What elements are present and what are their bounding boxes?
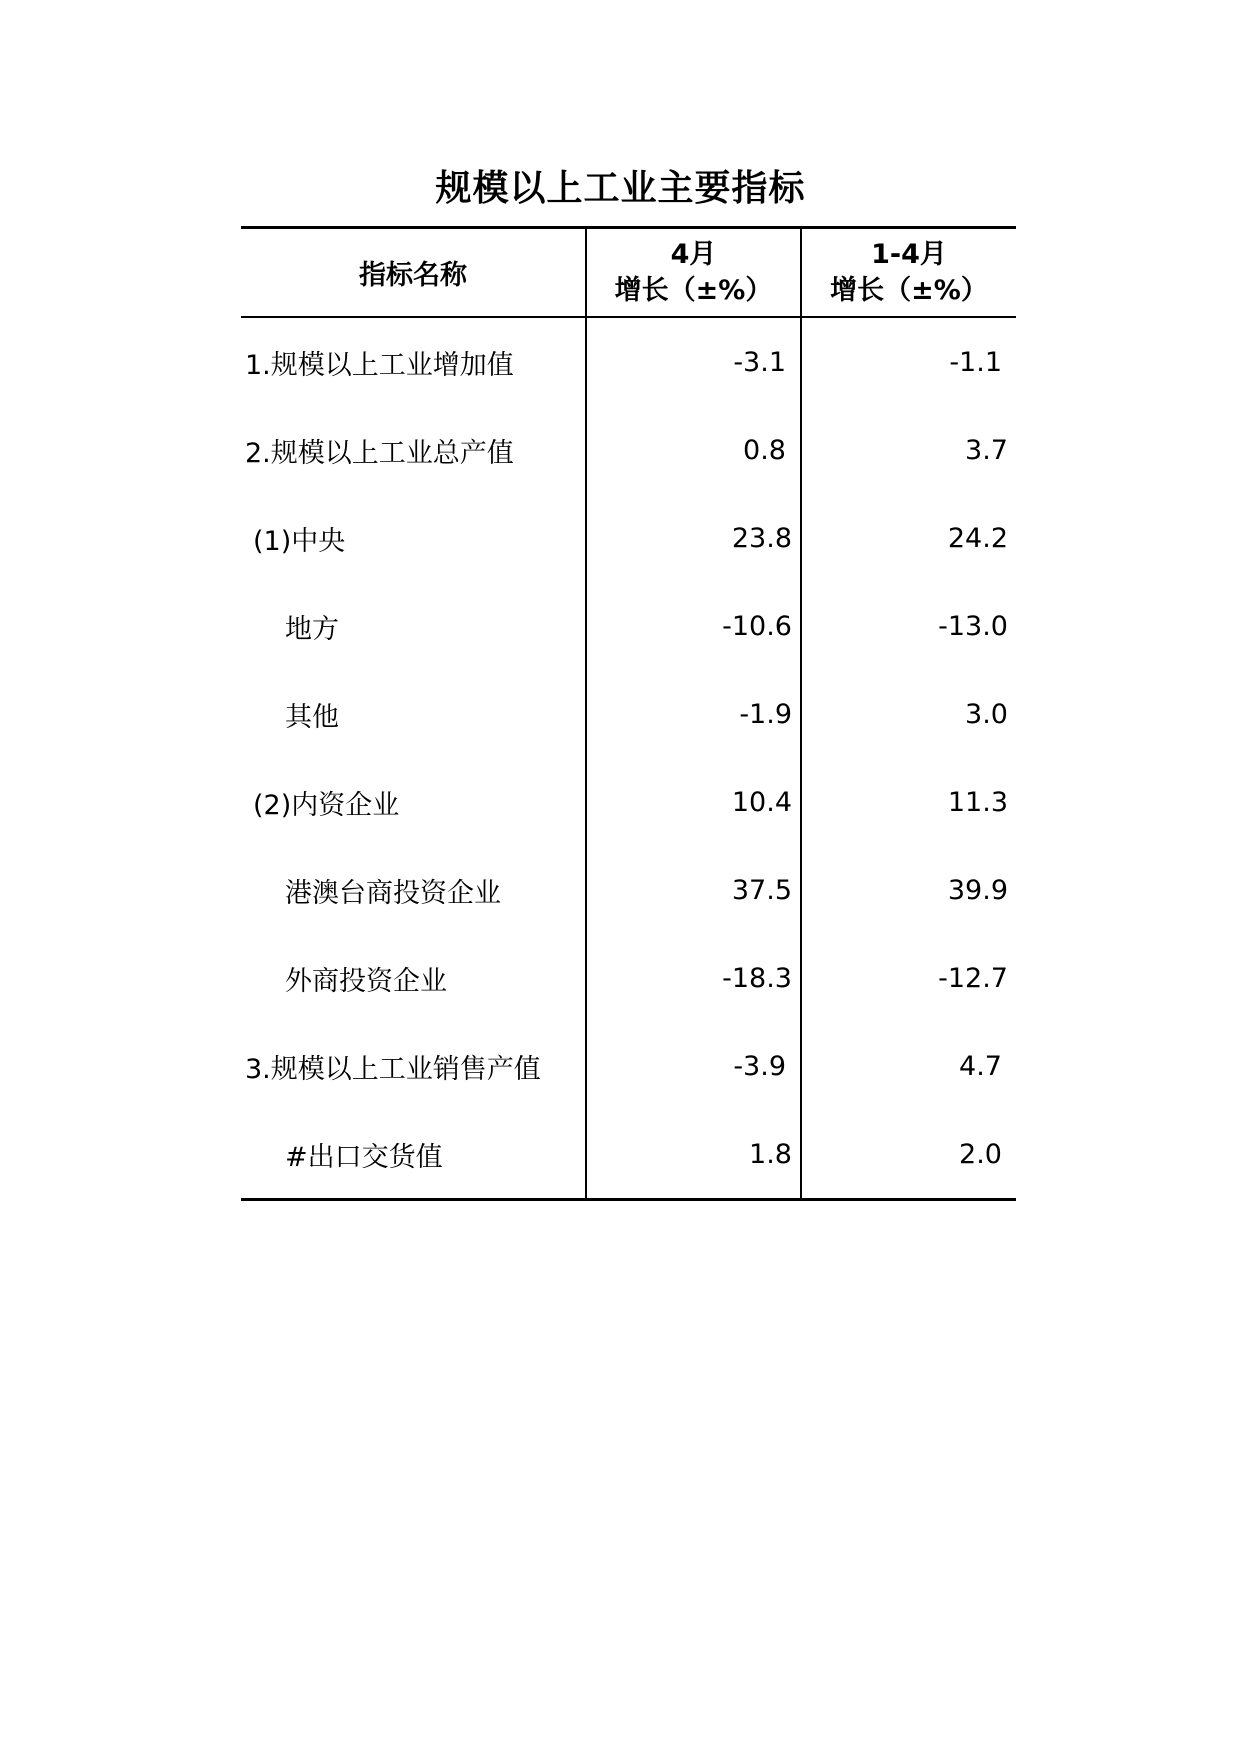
- indicators-table: [241, 226, 1016, 1201]
- row-month-value: 10.4: [586, 758, 801, 846]
- row-month-value: 37.5: [586, 846, 801, 934]
- header-cumulative-growth: [801, 228, 1016, 318]
- row-cumulative-value: 4.7: [801, 1022, 1016, 1110]
- row-month-value: -3.9: [586, 1022, 801, 1110]
- row-name: #出口交货值: [241, 1110, 586, 1200]
- header-indicator-name: 指标名称: [241, 228, 586, 318]
- table-row: [241, 670, 1016, 758]
- table-row: [241, 1110, 1016, 1200]
- table-row: [241, 758, 1016, 846]
- row-cumulative-value: -12.7: [801, 934, 1016, 1022]
- row-month-value: -1.9: [586, 670, 801, 758]
- row-cumulative-value: 24.2: [801, 494, 1016, 582]
- row-cumulative-value: -13.0: [801, 582, 1016, 670]
- table-row: [241, 317, 1016, 406]
- table-row: [241, 1022, 1016, 1110]
- row-name: 外商投资企业: [285, 965, 447, 997]
- row-cumulative-value: 3.0: [801, 670, 1016, 758]
- row-month-value: -10.6: [586, 582, 801, 670]
- table-row: [241, 494, 1016, 582]
- row-name: 3.规模以上工业销售产值: [245, 1053, 541, 1085]
- table-row: [241, 582, 1016, 670]
- row-cumulative-value: 2.0: [801, 1110, 1016, 1200]
- row-cumulative-value: 39.9: [801, 846, 1016, 934]
- table-header-row: [241, 228, 1016, 318]
- row-name: 2.规模以上工业总产值: [245, 437, 514, 469]
- row-name: 地方: [285, 613, 339, 645]
- row-month-value: -3.1: [586, 317, 801, 406]
- table-row: [241, 846, 1016, 934]
- row-cumulative-value: 3.7: [801, 406, 1016, 494]
- row-name: (2)内资企业: [253, 789, 400, 821]
- row-name: 港澳台商投资企业: [285, 877, 501, 909]
- row-name: 其他: [285, 701, 339, 733]
- row-name: (1)中央: [253, 525, 346, 557]
- header-cumulative-label: 1-4月: [871, 238, 947, 270]
- row-cumulative-value: 11.3: [801, 758, 1016, 846]
- header-cumulative-growth-label: 增长（±%）: [830, 274, 988, 306]
- header-month-growth: [586, 228, 801, 318]
- header-month-growth-label: 增长（±%）: [614, 274, 773, 306]
- table-row: [241, 406, 1016, 494]
- row-name: 1.规模以上工业增加值: [245, 349, 514, 381]
- row-cumulative-value: -1.1: [801, 317, 1016, 406]
- page-title: 规模以上工业主要指标: [435, 168, 806, 209]
- table-row: [241, 934, 1016, 1022]
- row-month-value: 0.8: [586, 406, 801, 494]
- row-month-value: 1.8: [586, 1110, 801, 1200]
- header-month-label: 4月: [670, 238, 717, 270]
- row-month-value: -18.3: [586, 934, 801, 1022]
- row-month-value: 23.8: [586, 494, 801, 582]
